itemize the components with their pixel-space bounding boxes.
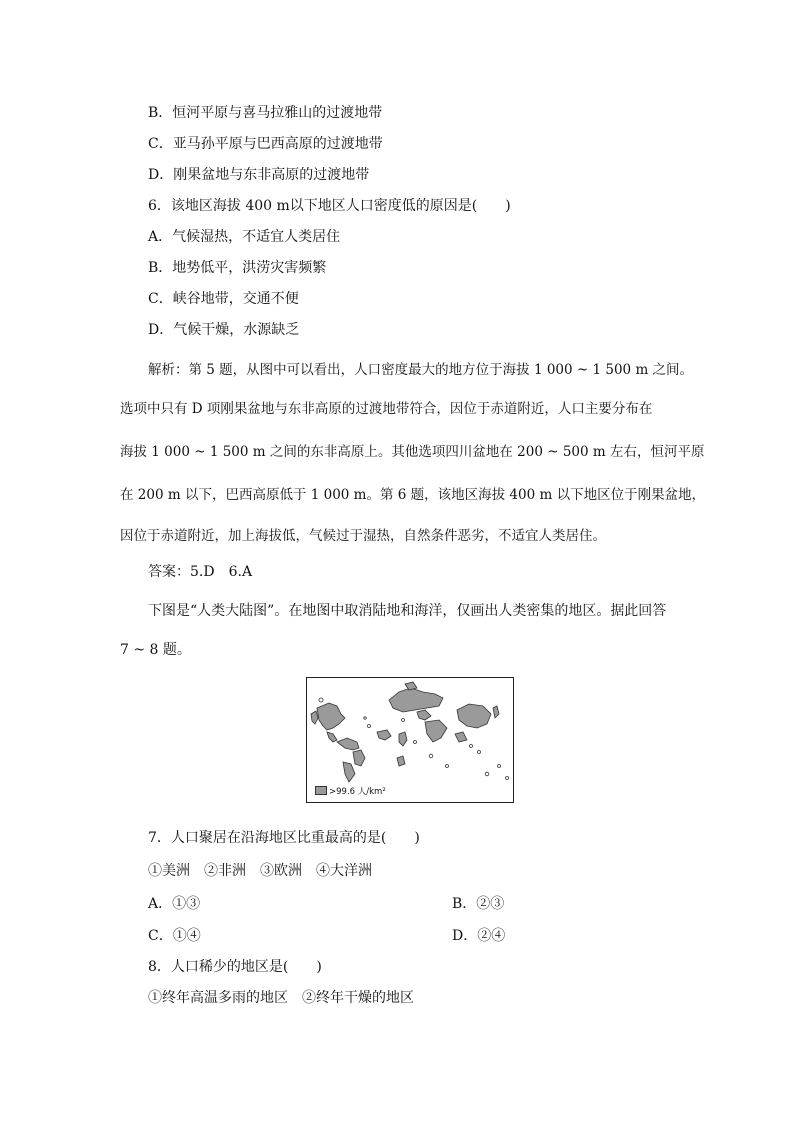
population-map-graphic [307,678,513,802]
intro-line-2: 7 ~ 8 题。 [120,642,191,658]
north-america-west-region [311,711,318,724]
analysis-line-1: 解析：第 5 题，从图中可以看出，人口密度最大的地方位于海拔 1 000 ~ 1 500 m 之间。 [148,362,694,378]
europe-region [389,688,443,712]
central-america-region [327,732,337,742]
west-africa-region [377,730,391,740]
analysis-line-5: 因位于赤道附近，加上海拔低，气候过于湿热，自然条件恶劣，不适宜人类居住。 [120,528,606,544]
north-america-region [317,703,345,730]
analysis-line-4: 在 200 m 以下，巴西高原低于 1 000 m。第 6 题，该地区海拔 400 m 以下地区位于刚果盆地， [120,487,706,503]
question-7-option-c: C．①④ [148,928,201,944]
answer-line: 答案：5.D 6.A [148,564,253,580]
south-africa-region [397,756,405,766]
south-america-east-region [353,750,365,766]
question-6-option-d: D．气候干燥，水源缺乏 [148,322,300,338]
question-6-option-a: A．气候湿热，不适宜人类居住 [148,229,341,245]
population-density-map [306,677,514,803]
question-6-stem: 6．该地区海拔 400 m以下地区人口密度低的原因是( ) [148,198,511,214]
analysis-line-3: 海拔 1 000 ~ 1 500 m 之间的东非高原上。其他选项四川盆地在 200 ~ 500 m 左右，恒河平原 [120,444,705,460]
question-8-stem: 8．人口稀少的地区是( ) [148,959,322,975]
east-asia-region [457,704,491,728]
europe-north-region [405,682,417,690]
question-7-option-b: B．②③ [452,896,505,912]
analysis-line-2: 选项中只有 D 项刚果盆地与东非高原的过渡地带符合，因位于赤道附近，人口主要分布在 [120,401,653,417]
map-legend [315,786,386,798]
legend-label: >99.6 人/km² [329,787,386,797]
southeast-asia-region [455,732,467,742]
question-7-stem: 7．人口聚居在沿海地区比重最高的是( ) [148,830,420,846]
question-8-items: ①终年高温多雨的地区 ②终年干燥的地区 [148,990,414,1006]
east-africa-region [399,732,407,746]
south-asia-region [425,720,447,742]
question-7-option-d: D．②④ [452,928,506,944]
question-6-option-b: B．地势低平，洪涝灾害频繁 [148,260,327,276]
prev-option-b: B．恒河平原与喜马拉雅山的过渡地带 [148,105,383,121]
prev-option-c: C．亚马孙平原与巴西高原的过渡地带 [148,136,383,152]
legend-swatch [315,786,327,795]
middle-east-region [417,710,431,720]
question-7-items: ①美洲 ②非洲 ③欧洲 ④大洋洲 [148,863,372,879]
intro-line-1: 下图是“人类大陆图”。在地图中取消陆地和海洋，仅画出人类密集的地区。据此回答 [148,603,667,619]
south-america-north-region [337,738,359,750]
south-america-south-region [343,762,355,782]
question-6-option-c: C．峡谷地带，交通不便 [148,291,299,307]
question-7-option-a: A．①③ [148,896,201,912]
japan-region [493,706,499,718]
prev-option-d: D．刚果盆地与东非高原的过渡地带 [148,167,370,183]
